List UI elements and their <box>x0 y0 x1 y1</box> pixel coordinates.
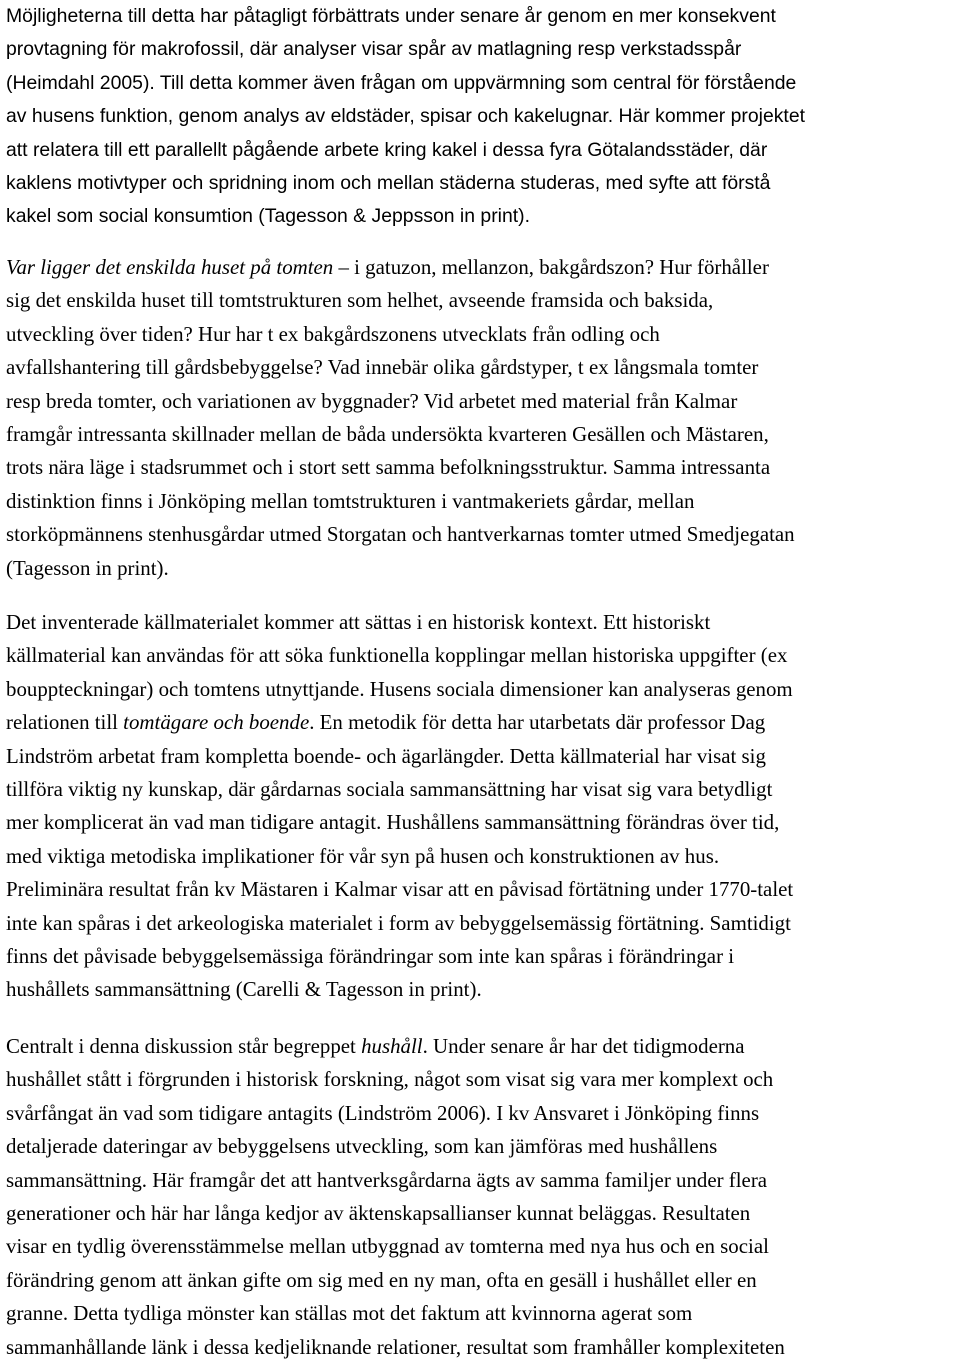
text-line: avfallshantering till gårdsbebyggelse? Vad innebär olika gårdstyper, t ex långsmala tomter <box>6 355 759 380</box>
text-line: provtagning för makrofossil, där analyser visar spår av matlagning resp verkstadsspår <box>6 38 742 61</box>
text-run: relationen till <box>6 710 124 735</box>
text-line: sig det enskilda huset till tomtstrukturen som helhet, avseende framsida och baksida, <box>6 288 714 313</box>
italic-term: tomtägare och boende <box>123 710 310 735</box>
paragraph-3 <box>6 606 960 1007</box>
paragraph-4 <box>6 1030 960 1364</box>
italic-term: hushåll <box>361 1034 423 1058</box>
text-line: finns det påvisade bebyggelsemässiga förändringar som inte kan spåras i förändringar i <box>6 943 735 968</box>
text-run: Centralt i denna diskussion står begreppet <box>6 1034 362 1058</box>
text-line: distinktion finns i Jönköping mellan tomtstrukturen i vantmakeriets gårdar, mellan <box>6 488 695 513</box>
text-line: sammansättning. Här framgår det att hantverksgårdarna ägts av samma familjer under flera <box>6 1167 768 1192</box>
text-line <box>6 706 956 739</box>
text-line: (Heimdahl 2005). Till detta kommer även frågan om uppvärmning som central för förstående <box>6 71 797 94</box>
text-line: Lindström arbetat fram kompletta boende- och ägarlängder. Detta källmaterial har visat sig <box>6 743 766 768</box>
text-run: . En metodik för detta har utarbetats där professor Dag <box>309 710 766 735</box>
text-run: – i gatuzon, mellanzon, bakgårdszon? Hur förhåller <box>333 255 769 279</box>
text-line: utveckling över tiden? Hur har t ex bakgårdszonens utvecklats från odling och <box>6 321 660 346</box>
text-line: hushållet stått i förgrunden i historisk forskning, något som visat sig vara mer komplext och <box>6 1067 774 1092</box>
text-line: Det inventerade källmaterialet kommer att sättas i en historisk kontext. Ett historiskt <box>6 610 711 634</box>
text-line: inte kan spåras i det arkeologiska materialet i form av bebyggelsemässig förtätning. Samtidigt <box>6 910 791 935</box>
text-line: trots nära läge i stadsrummet och i stort sett samma befolkningsstruktur. Samma intressanta <box>6 455 771 480</box>
text-line: generationer och här har långa kedjor av äktenskapsallianser kunnat beläggas. Resultaten <box>6 1200 751 1225</box>
text-line: källmaterial kan användas för att söka funktionella kopplingar mellan historiska uppgifter (ex <box>6 643 788 668</box>
text-line: resp breda tomter, och variationen av byggnader? Vid arbetet med material från Kalmar <box>6 388 738 413</box>
text-line: tillföra viktig ny kunskap, där gårdarnas sociala sammansättning har visat sig vara betydligt <box>6 776 773 801</box>
text-line: Möjligheterna till detta har påtagligt förbättrats under senare år genom en mer konsekvent <box>6 5 776 27</box>
text-line: mer komplicerat än vad man tidigare antagit. Hushållens sammansättning förändras över tid, <box>6 810 780 835</box>
text-line: detaljerade dateringar av bebyggelsens utveckling, som kan jämföras med hushållens <box>6 1134 718 1159</box>
paragraph-1 <box>6 0 960 234</box>
text-line: granne. Detta tydliga mönster kan ställas mot det faktum att kvinnorna agerat som <box>6 1301 693 1326</box>
text-line: Preliminära resultat från kv Mästaren i Kalmar visar att en påvisad förtätning under 1770-talet <box>6 877 794 902</box>
text-line: (Tagesson in print). <box>6 555 169 580</box>
text-line: framgår intressanta skillnader mellan de båda undersökta kvarteren Gesällen och Mästaren, <box>6 421 769 446</box>
text-line: sammanhållande länk i dessa kedjeliknande relationer, resultat som framhåller komplexiteten <box>6 1334 785 1359</box>
text-line <box>6 251 956 284</box>
text-line: med viktiga metodiska implikationer för vår syn på husen och konstruktionen av hus. <box>6 843 720 868</box>
text-line: svårfångat än vad som tidigare antagits (Lindström 2006). I kv Ansvaret i Jönköping finns <box>6 1100 760 1125</box>
text-line <box>6 1030 956 1063</box>
text-line: kakel som social konsumtion (Tagesson & Jeppsson in print). <box>6 205 531 228</box>
text-line: kaklens motivtyper och spridning inom och mellan städerna studeras, med syfte att förstå <box>6 171 771 194</box>
paragraph-2 <box>6 251 960 585</box>
text-line: förändring genom att änkan gifte om sig med en ny man, ofta en gesäll i hushållet eller en <box>6 1267 757 1292</box>
text-line: hushållets sammansättning (Carelli & Tagesson in print). <box>6 977 482 1002</box>
text-line: storköpmännens stenhusgårdar utmed Storgatan och hantverkarnas tomter utmed Smedjegatan <box>6 522 795 547</box>
text-line: bouppteckningar) och tomtens utnyttjande. Husens sociala dimensioner kan analyseras genom <box>6 676 793 701</box>
text-line: att relatera till ett parallellt pågående arbete kring kakel i dessa fyra Götalandsstäder, där <box>6 138 768 161</box>
text-run: . Under senare år har det tidigmoderna <box>422 1034 745 1058</box>
italic-question: Var ligger det enskilda huset på tomten <box>6 255 334 279</box>
text-line: visar en tydlig överensstämmelse mellan utbyggnad av tomterna med nya hus och en social <box>6 1234 769 1259</box>
text-line: av husens funktion, genom analys av eldstäder, spisar och kakelugnar. Här kommer projektet <box>6 105 806 128</box>
